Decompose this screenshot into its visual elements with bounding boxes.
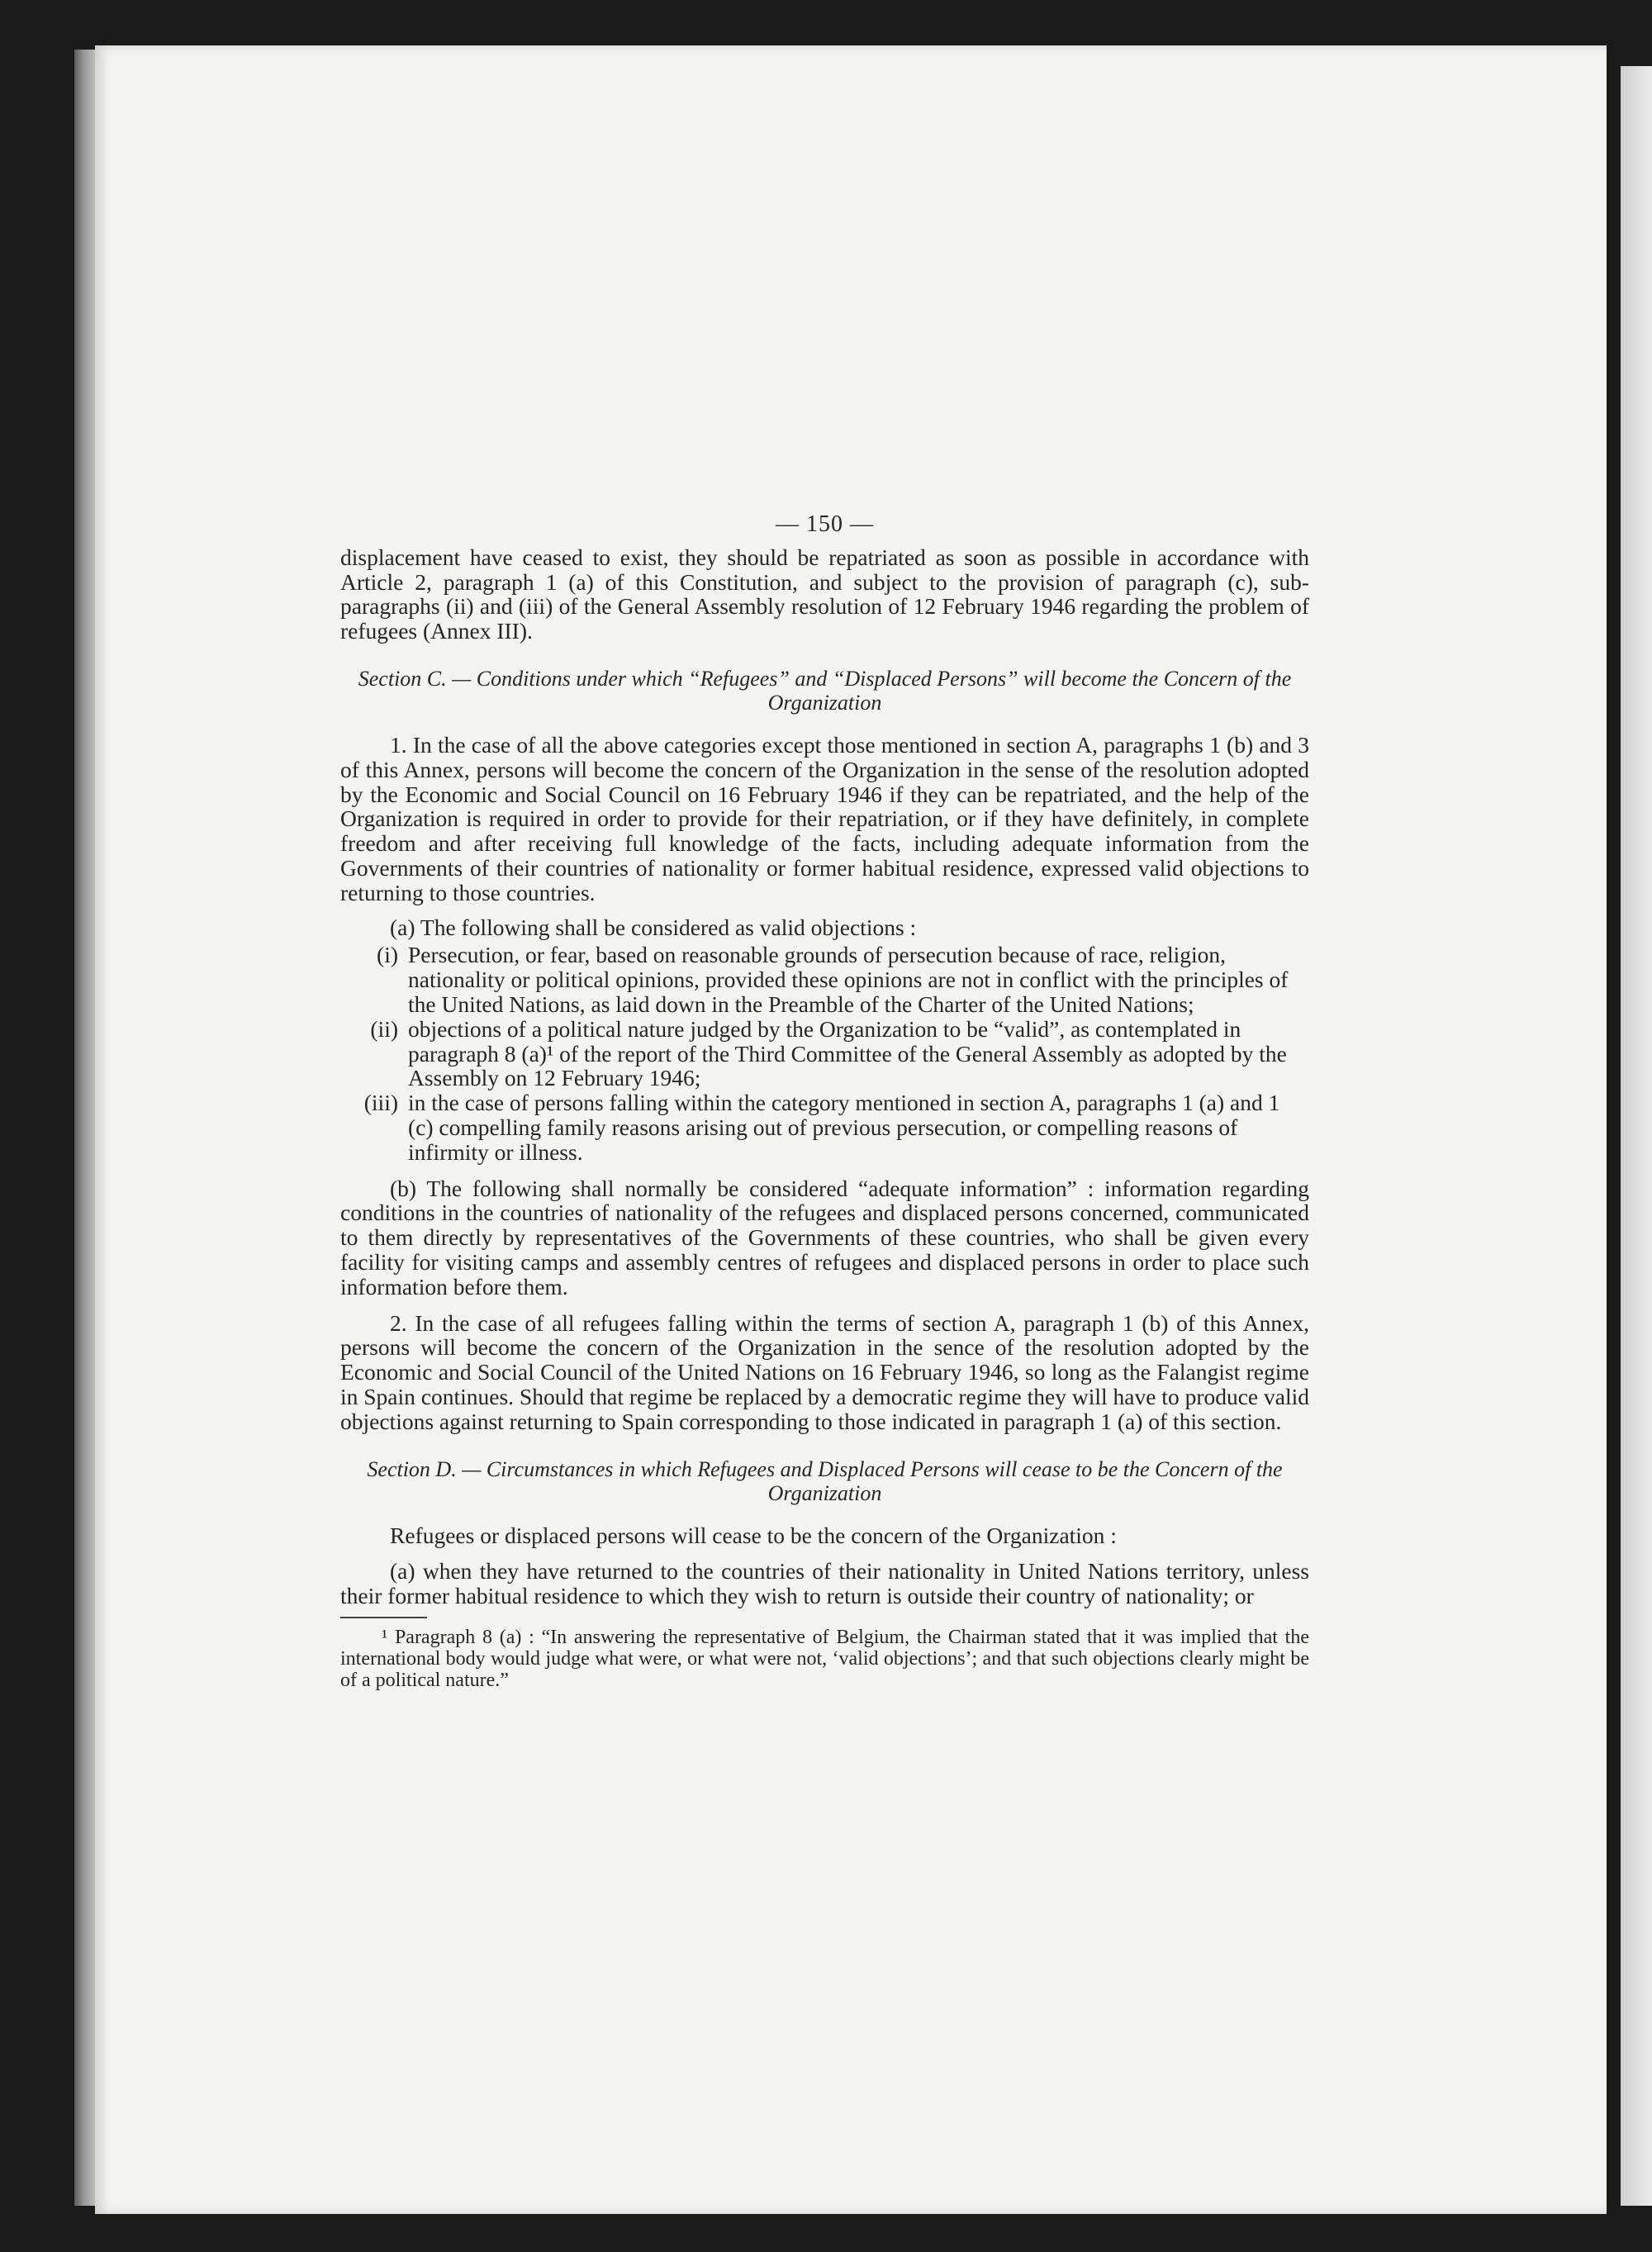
- list-item-text: in the case of persons falling within the category mentioned in section A, paragraphs 1 (a) and 1 (c) compelling family reasons arising out of previous persecution, or compelling reasons of infirmity or illness.: [408, 1090, 1280, 1165]
- section-c-subparagraph-a: (a) The following shall be considered as valid objections :: [390, 914, 917, 940]
- facing-page-edge: [1621, 66, 1652, 2206]
- section-c-paragraph-2: 2. In the case of all refugees falling within the terms of section A, paragraph 1 (b) of this Annex, persons will become the concern of the Organization in the sence of the resolution adopted by the Economic and Social Council of the United Nations on 16 February 1946, so long as the Falangist regime in Spain continues. Should that regime be replaced by a democratic regime they will have to produce valid objections against returning to Spain corresponding to those indicated in paragraph 1 (a) of this section.: [340, 1309, 1309, 1434]
- opening-paragraph: displacement have ceased to exist, they should be repatriated as soon as possible in accordance with Article 2, paragraph 1 (a) of this Constitution, and subject to the provision of paragraph (c), sub-paragraphs (ii) and (iii) of the General Assembly resolution of 12 February 1946 regarding the problem of refugees (Annex III).: [340, 544, 1309, 644]
- valid-objections-list: [340, 943, 1309, 1164]
- list-item-number: (ii): [370, 1015, 398, 1042]
- section-d-intro: Refugees or displaced persons will cease to be the concern of the Organization :: [390, 1522, 1117, 1548]
- footnote-divider: [340, 1617, 427, 1618]
- list-item-number: (i): [377, 942, 398, 968]
- page-number: — 150 —: [776, 511, 874, 537]
- section-d-subparagraph-a: (a) when they have returned to the countries of their nationality in United Nations territory, unless their former habitual residence to which they wish to return is outside their country of nationality; or: [340, 1558, 1309, 1609]
- list-item-number: (iii): [363, 1090, 398, 1116]
- footnote: ¹ Paragraph 8 (a) : “In answering the representative of Belgium, the Chairman stated that it was implied that the international body would judge what were, or what were not, ‘valid objections’; and that such objections clearly might be of a political nature.”: [340, 1626, 1309, 1691]
- section-c-paragraph-1: 1. In the case of all the above categories except those mentioned in section A, paragraphs 1 (b) and 3 of this Annex, persons will become the concern of the Organization in the sense of the resolution adopted by the Economic and Social Council on 16 February 1946 if they can be repatriated, and the help of the Organization is required in order to provide for their repatriation, or if they have definitely, in complete freedom and after receiving full knowledge of the facts, including adequate information from the Governments of their countries of nationality or former habitual residence, expressed valid objections to returning to those countries.: [340, 731, 1309, 905]
- section-c-heading: Section C. — Conditions under which “Refugees” and “Displaced Persons” will become the Concern of the Organization: [358, 666, 1292, 715]
- document-body: [340, 512, 1309, 1691]
- section-d-heading: Section D. — Circumstances in which Refugees and Displaced Persons will cease to be the Concern of the Organization: [367, 1456, 1283, 1505]
- list-item-text: Persecution, or fear, based on reasonable grounds of persecution because of race, religion, nationality or political opinions, provided these opinions are not in conflict with the principles of the United Nations, as laid down in the Preamble of the Charter of the United Nations;: [408, 942, 1289, 1017]
- section-c-subparagraph-b: (b) The following shall normally be considered “adequate information” : information regarding conditions in the countries of nationality of the refugees and displaced persons concerned, communicated to them directly by representatives of the Governments of these countries, who shall be given every facility for visiting camps and assembly centres of refugees and displaced persons in order to place such information before them.: [340, 1175, 1309, 1299]
- list-item-text: objections of a political nature judged by the Organization to be “valid”, as contemplated in paragraph 8 (a)¹ of the report of the Third Committee of the General Assembly as adopted by the Assembly on 12 February 1946;: [408, 1015, 1287, 1091]
